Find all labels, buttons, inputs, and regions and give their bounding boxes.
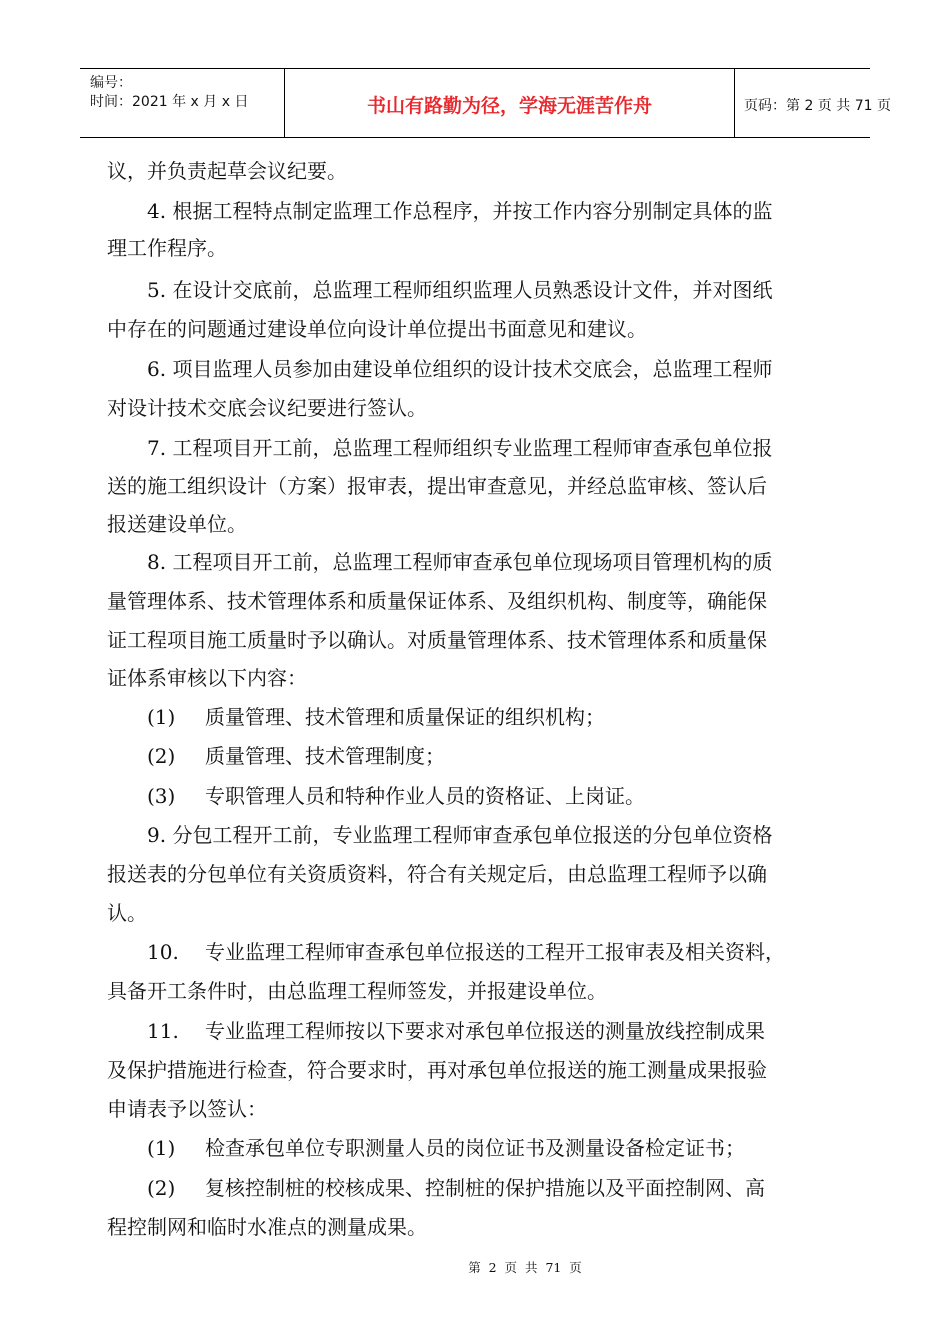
page-footer: 第 2 页 共 71 页 xyxy=(468,1260,582,1275)
list-item-text: 检查承包单位专职测量人员的岗位证书及测量设备检定证书； xyxy=(205,1136,745,1160)
paragraph-line: 及保护措施进行检查，符合要求时，再对承包单位报送的施工测量成果报验 xyxy=(107,1058,767,1082)
paragraph-line: 专业监理工程师审查承包单位报送的工程开工报审表及相关资料， xyxy=(205,940,785,964)
paragraph-line: 5. 在设计交底前，总监理工程师组织监理人员熟悉设计文件，并对图纸 xyxy=(147,278,773,302)
list-item-number: (2) xyxy=(147,744,176,768)
paragraph-line: 对设计技术交底会议纪要进行签认。 xyxy=(107,396,427,420)
paragraph-line: 量管理体系、技术管理体系和质量保证体系、及组织机构、制度等，确能保 xyxy=(107,589,767,613)
motto-text: 书山有路勤为径，学海无涯苦作舟 xyxy=(366,95,652,117)
header-motto-cell xyxy=(284,69,735,137)
paragraph-line: 证工程项目施工质量时予以确认。对质量管理体系、技术管理体系和质量保 xyxy=(107,628,767,652)
paragraph-line: 报送建设单位。 xyxy=(107,512,247,536)
header-meta-cell xyxy=(80,69,284,137)
header-page-cell xyxy=(734,69,891,137)
paragraph-line: 送的施工组织设计（方案）报审表，提出审查意见，并经总监审核、签认后 xyxy=(107,474,767,498)
paragraph-line: 中存在的问题通过建设单位向设计单位提出书面意见和建议。 xyxy=(107,317,647,341)
paragraph-line: 9. 分包工程开工前，专业监理工程师审查承包单位报送的分包单位资格 xyxy=(147,823,773,847)
paragraph-line: 证体系审核以下内容： xyxy=(107,666,307,690)
paragraph-line: 专业监理工程师按以下要求对承包单位报送的测量放线控制成果 xyxy=(205,1019,765,1043)
page-label: 页码：第 2 页 共 71 页 xyxy=(744,98,891,114)
paragraph-line: 程控制网和临时水准点的测量成果。 xyxy=(107,1215,427,1239)
time-label: 时间：2021 年 x 月 x 日 xyxy=(90,94,249,110)
serial-label: 编号： xyxy=(90,75,132,91)
paragraph-line: 认。 xyxy=(107,901,147,925)
list-item-number: (3) xyxy=(147,784,176,808)
list-item-number: (1) xyxy=(147,1136,176,1160)
paragraph-line: 申请表予以签认： xyxy=(107,1097,267,1121)
paragraph-line: 理工作程序。 xyxy=(107,236,227,260)
item-number: 10. xyxy=(147,940,179,964)
list-item-number: (2) xyxy=(147,1176,176,1200)
paragraph-line: 6. 项目监理人员参加由建设单位组织的设计技术交底会，总监理工程师 xyxy=(147,357,773,381)
page-header xyxy=(80,68,891,138)
item-number: 11. xyxy=(147,1019,179,1043)
list-item-text: 复核控制桩的校核成果、控制桩的保护措施以及平面控制网、高 xyxy=(205,1176,765,1200)
paragraph-line: 4. 根据工程特点制定监理工作总程序，并按工作内容分别制定具体的监 xyxy=(147,199,773,223)
list-item-text: 质量管理、技术管理制度； xyxy=(205,744,445,768)
paragraph-line: 议，并负责起草会议纪要。 xyxy=(107,159,347,183)
paragraph-line: 报送表的分包单位有关资质资料，符合有关规定后，由总监理工程师予以确 xyxy=(107,862,767,886)
list-item-text: 专职管理人员和特种作业人员的资格证、上岗证。 xyxy=(205,784,645,808)
list-item-number: (1) xyxy=(147,705,176,729)
paragraph-line: 7. 工程项目开工前，总监理工程师组织专业监理工程师审查承包单位报 xyxy=(147,436,773,460)
paragraph-line: 8. 工程项目开工前，总监理工程师审查承包单位现场项目管理机构的质 xyxy=(147,550,773,574)
paragraph-line: 具备开工条件时，由总监理工程师签发，并报建设单位。 xyxy=(107,979,607,1003)
list-item-text: 质量管理、技术管理和质量保证的组织机构； xyxy=(205,705,605,729)
